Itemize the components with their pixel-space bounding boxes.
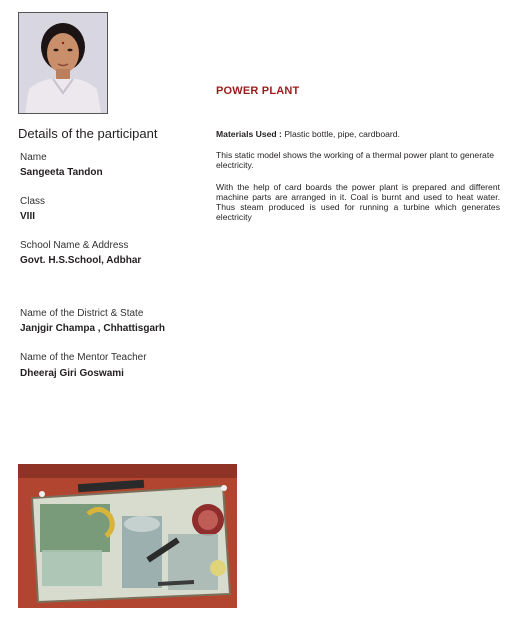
name-value: Sangeeta Tandon — [20, 167, 103, 178]
district-label: Name of the District & State — [20, 308, 144, 319]
project-description-1: This static model shows the working of a thermal power plant to generate electricity. — [216, 150, 495, 170]
class-label: Class — [20, 196, 46, 207]
participant-photo — [18, 12, 108, 114]
materials-value: Plastic bottle, pipe, cardboard. — [284, 129, 400, 139]
mentor-value: Dheeraj Giri Goswami — [20, 368, 124, 379]
mentor-label: Name of the Mentor Teacher — [20, 352, 147, 363]
project-title: POWER PLANT — [216, 85, 300, 97]
name-label: Name — [20, 152, 47, 163]
district-value: Janjgir Champa , Chhattisgarh — [20, 323, 166, 334]
class-value: VIII — [20, 211, 36, 222]
school-label: School Name & Address — [20, 240, 129, 251]
school-value: Govt. H.S.School, Adbhar — [20, 255, 142, 266]
materials-used — [216, 129, 500, 139]
materials-label: Materials Used : — [216, 129, 282, 139]
model-photo — [18, 464, 237, 608]
project-description-2: With the help of card boards the power plant is prepared and different machine parts are arranged in it. Coal is burnt and used to heat water. Thus steam produced is used for running a turbine which generates electricity — [216, 182, 500, 222]
power-plant-model-image — [18, 464, 237, 608]
participant-details-heading: Details of the participant — [18, 126, 158, 141]
participant-portrait-image — [19, 13, 107, 113]
